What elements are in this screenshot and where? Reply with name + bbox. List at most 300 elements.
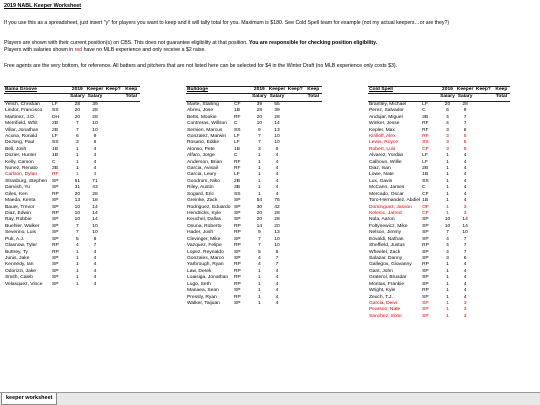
player-salary[interactable]: 1 (446, 191, 449, 197)
player-name[interactable]: Zeuch, T.J. (369, 294, 393, 300)
player-position[interactable]: 1B (422, 172, 429, 178)
player-keeper-salary[interactable]: 4 (275, 153, 279, 159)
player-name[interactable]: Gallegos, Giovanny (369, 262, 412, 268)
player-keeper-salary[interactable]: 28 (462, 101, 468, 107)
player-position[interactable]: SS (422, 178, 429, 184)
player-keeper-salary[interactable]: 71 (92, 178, 98, 184)
player-salary[interactable]: 1 (257, 281, 261, 287)
player-keeper-salary[interactable]: 7 (275, 255, 279, 261)
player-keeper-salary[interactable]: 4 (275, 294, 279, 300)
player-keeper-salary[interactable]: 7 (275, 262, 279, 268)
player-name[interactable]: Eovaldi, Nathan (369, 236, 404, 242)
player-keeper-salary[interactable]: 7 (93, 243, 97, 249)
player-keeper-salary[interactable]: 4 (93, 255, 97, 261)
player-name[interactable]: Sanchez, Sixto (369, 313, 402, 319)
player-salary[interactable]: 1 (446, 313, 449, 319)
player-salary[interactable]: 20 (444, 101, 451, 107)
player-salary[interactable]: 39 (256, 101, 263, 107)
player-keeper-salary[interactable]: 4 (275, 166, 279, 172)
player-salary[interactable]: 5 (257, 249, 261, 255)
player-salary[interactable]: 1 (446, 300, 449, 306)
player-keeper-salary[interactable]: 7 (463, 236, 467, 242)
keep-input-cell[interactable] (286, 301, 304, 307)
player-salary[interactable]: 3 (446, 255, 449, 261)
player-position[interactable]: CF (234, 101, 241, 107)
player-name[interactable]: Diaz, Isan (369, 166, 391, 172)
player-name[interactable]: Garcia, Avisail (187, 166, 218, 172)
player-name[interactable]: Alvarez, Yordan (369, 153, 404, 159)
player-salary[interactable]: 4 (257, 255, 261, 261)
player-name[interactable]: Marte, Starling (187, 101, 219, 107)
player-salary[interactable]: 20 (256, 114, 263, 120)
player-salary[interactable]: 20 (74, 114, 81, 120)
player-keeper-salary[interactable]: 18 (92, 198, 98, 204)
player-keeper-salary[interactable]: 10 (274, 243, 280, 249)
player-keeper-salary[interactable]: 4 (93, 249, 97, 255)
player-salary[interactable]: 7 (75, 223, 79, 229)
player-keeper-salary[interactable]: 4 (275, 300, 279, 306)
player-position[interactable]: SP (422, 268, 429, 274)
player-name[interactable]: DeJong, Paul (5, 140, 35, 146)
player-position[interactable]: 1B (234, 146, 240, 152)
player-position[interactable]: RP (234, 275, 241, 281)
player-keeper-salary[interactable]: 4 (463, 288, 467, 294)
player-keeper-salary[interactable]: 4 (275, 185, 279, 191)
player-name[interactable]: Abreu, Jose (187, 108, 214, 114)
player-salary[interactable]: 3 (446, 133, 449, 139)
player-position[interactable]: SP (52, 223, 59, 229)
player-position[interactable]: C (422, 185, 426, 191)
player-salary[interactable]: 6 (75, 133, 79, 139)
player-position[interactable]: C (234, 153, 238, 159)
player-salary[interactable]: 1 (75, 166, 79, 172)
player-name[interactable]: Kepler, Max (369, 127, 395, 133)
player-name[interactable]: Foltynewicz, Mike (369, 223, 408, 229)
player-name[interactable]: Lindor, Francisco (5, 108, 43, 114)
player-name[interactable]: Hader, Josh (187, 230, 214, 236)
player-keeper-salary[interactable]: 13 (274, 230, 280, 236)
player-name[interactable]: Acuna, Ronald (5, 133, 38, 139)
player-position[interactable]: RP (52, 191, 59, 197)
player-name[interactable]: Kennedy, Ian (5, 262, 34, 268)
player-name[interactable]: Andujar, Miguel (369, 114, 403, 120)
player-name[interactable]: Velasquez, Vince (5, 281, 43, 287)
player-name[interactable]: Bauer, Trevor (5, 204, 35, 210)
player-salary[interactable]: 1 (75, 268, 79, 274)
player-position[interactable]: RF (422, 133, 429, 139)
player-name[interactable]: Keuchel, Dallas (187, 217, 221, 223)
keep-input-cell[interactable] (104, 101, 122, 108)
player-salary[interactable]: 1 (257, 159, 261, 165)
player-keeper-salary[interactable]: 4 (93, 281, 97, 287)
player-position[interactable]: RP (422, 243, 429, 249)
player-keeper-salary[interactable]: 3 (463, 300, 467, 306)
player-name[interactable]: Odorizzi, Jake (5, 268, 36, 274)
player-salary[interactable]: 7 (446, 230, 449, 236)
player-position[interactable]: SP (234, 204, 241, 210)
player-keeper-salary[interactable]: 4 (275, 172, 279, 178)
player-position[interactable]: DH (52, 114, 60, 120)
player-salary[interactable]: 6 (446, 108, 449, 114)
keep-total-cell[interactable] (492, 314, 510, 320)
player-salary[interactable]: 51 (74, 178, 81, 184)
player-name[interactable]: Clevinger, Mike (187, 236, 221, 242)
player-salary[interactable]: 1 (75, 275, 79, 281)
player-name[interactable]: Darvish, Yu (5, 185, 30, 191)
player-position[interactable]: 3B (52, 166, 58, 172)
player-salary[interactable]: 31 (74, 185, 81, 191)
player-position[interactable]: RP (234, 230, 241, 236)
player-keeper-salary[interactable]: 10 (274, 140, 280, 146)
player-name[interactable]: Manaea, Sean (187, 288, 219, 294)
player-position[interactable]: SP (234, 211, 241, 217)
player-keeper-salary[interactable]: 14 (462, 217, 468, 223)
player-salary[interactable]: 1 (446, 262, 449, 268)
player-salary[interactable]: 10 (74, 211, 81, 217)
player-name[interactable]: Giles, Ken (5, 191, 28, 197)
player-name[interactable]: Severino, Luis (5, 230, 36, 236)
player-position[interactable]: LF (234, 172, 240, 178)
keep-input-cell[interactable] (474, 101, 492, 108)
player-position[interactable]: SP (52, 204, 59, 210)
player-keeper-salary[interactable]: 5 (463, 133, 467, 139)
player-keeper-salary[interactable]: 8 (275, 249, 279, 255)
player-position[interactable]: LF (234, 133, 240, 139)
player-salary[interactable]: 1 (75, 255, 79, 261)
player-position[interactable]: SP (52, 178, 59, 184)
player-salary[interactable]: 28 (74, 101, 81, 107)
player-keeper-salary[interactable]: 4 (275, 191, 279, 197)
player-keeper-salary[interactable]: 6 (275, 146, 279, 152)
player-position[interactable]: SS (52, 108, 59, 114)
player-position[interactable]: SP (52, 230, 59, 236)
player-name[interactable]: Villar, Jonathan (5, 127, 39, 133)
player-position[interactable]: SP (422, 307, 429, 313)
player-position[interactable]: RP (422, 262, 429, 268)
player-name[interactable]: Martinez, J.D. (5, 114, 36, 120)
player-salary[interactable]: 3 (75, 140, 79, 146)
player-position[interactable]: SS (234, 127, 241, 133)
player-salary[interactable]: 3 (446, 140, 449, 146)
player-name[interactable]: Buttrey, Ty (5, 249, 28, 255)
player-name[interactable]: Salazar, Danny (369, 255, 403, 261)
player-position[interactable]: LF (234, 140, 240, 146)
player-salary[interactable]: 1 (446, 204, 449, 210)
player-keeper-salary[interactable]: 4 (463, 281, 467, 287)
player-salary[interactable]: 1 (446, 268, 449, 274)
player-salary[interactable]: 1 (257, 294, 261, 300)
player-position[interactable]: RP (52, 243, 59, 249)
player-keeper-salary[interactable]: 7 (463, 243, 467, 249)
player-name[interactable]: Dominguez, Jasson (369, 204, 412, 210)
player-salary[interactable]: 1 (446, 172, 449, 178)
player-keeper-salary[interactable]: 4 (93, 159, 97, 165)
player-salary[interactable]: 1 (75, 159, 79, 165)
player-keeper-salary[interactable]: 4 (463, 153, 467, 159)
player-salary[interactable]: 1 (446, 307, 449, 313)
player-name[interactable]: Wheeler, Zack (369, 249, 401, 255)
player-position[interactable]: SP (234, 217, 241, 223)
player-keeper-salary[interactable]: 10 (92, 127, 98, 133)
player-name[interactable]: Lewis, Royce (369, 140, 399, 146)
player-keeper-salary[interactable]: 4 (275, 288, 279, 294)
player-salary[interactable]: 10 (74, 204, 81, 210)
player-position[interactable]: LF (422, 153, 428, 159)
player-name[interactable]: Sogard, Eric (187, 191, 214, 197)
player-keeper-salary[interactable]: 14 (462, 223, 468, 229)
player-salary[interactable]: 1 (75, 249, 79, 255)
player-position[interactable]: OF (422, 204, 429, 210)
player-name[interactable]: Wright, Kyle (369, 288, 396, 294)
player-position[interactable]: RP (52, 211, 59, 217)
player-salary[interactable]: 3 (446, 127, 449, 133)
player-position[interactable]: SP (52, 185, 59, 191)
keep-input-cell[interactable] (286, 101, 304, 108)
player-position[interactable]: 1B (52, 146, 58, 152)
player-keeper-salary[interactable]: 4 (93, 262, 97, 268)
player-name[interactable]: Walker, Taijuan (187, 300, 220, 306)
player-name[interactable]: Contreras, Willson (187, 121, 227, 127)
player-salary[interactable]: 10 (74, 217, 81, 223)
player-keeper-salary[interactable]: 4 (463, 159, 467, 165)
player-position[interactable]: LF (422, 101, 428, 107)
player-salary[interactable]: 1 (257, 191, 261, 197)
player-keeper-salary[interactable]: 4 (463, 191, 467, 197)
player-position[interactable]: SP (422, 313, 429, 319)
player-name[interactable]: Merrifield, Whit (5, 121, 38, 127)
keep-total-cell[interactable] (304, 101, 322, 108)
player-name[interactable]: Brantley, Michael (369, 101, 407, 107)
player-salary[interactable]: 1 (257, 300, 261, 306)
keep-total-cell[interactable] (492, 101, 510, 108)
player-salary[interactable]: 4 (446, 121, 449, 127)
player-position[interactable]: SP (422, 217, 429, 223)
player-position[interactable]: RP (234, 281, 241, 287)
player-name[interactable]: Vazquez, Felipe (187, 243, 222, 249)
player-keeper-salary[interactable]: 14 (92, 211, 98, 217)
player-name[interactable]: Lowe, Nate (369, 172, 394, 178)
player-name[interactable]: Anderson, Brian (187, 159, 223, 165)
player-keeper-salary[interactable]: 10 (274, 133, 280, 139)
player-name[interactable]: Diaz, Edwin (5, 211, 31, 217)
player-salary[interactable]: 1 (257, 185, 261, 191)
player-position[interactable]: CF (422, 191, 429, 197)
player-name[interactable]: Semien, Marcus (187, 127, 223, 133)
player-position[interactable]: SP (422, 255, 429, 261)
player-position[interactable]: SP (422, 275, 429, 281)
player-name[interactable]: Kirilloff, Alex (369, 133, 396, 139)
player-salary[interactable]: 1 (257, 288, 261, 294)
player-position[interactable]: SP (422, 236, 429, 242)
player-salary[interactable]: 20 (74, 191, 81, 197)
player-salary[interactable]: 10 (444, 217, 451, 223)
player-keeper-salary[interactable]: 6 (93, 140, 97, 146)
player-position[interactable]: CF (422, 211, 429, 217)
player-salary[interactable]: 1 (75, 153, 79, 159)
player-name[interactable]: Yelich, Christian (5, 101, 40, 107)
player-keeper-salary[interactable]: 4 (463, 262, 467, 268)
player-name[interactable]: Robert, Luis (369, 146, 396, 152)
player-position[interactable]: RP (234, 243, 241, 249)
player-name[interactable]: Rodriguez, Eduardo (187, 204, 231, 210)
player-position[interactable]: RP (234, 223, 241, 229)
player-keeper-salary[interactable]: 4 (93, 268, 97, 274)
player-keeper-salary[interactable]: 14 (92, 217, 98, 223)
player-keeper-salary[interactable]: 5 (463, 146, 467, 152)
player-keeper-salary[interactable]: 28 (92, 108, 98, 114)
player-salary[interactable]: 20 (256, 211, 263, 217)
player-keeper-salary[interactable]: 4 (463, 172, 467, 178)
player-position[interactable]: C (422, 108, 426, 114)
player-keeper-salary[interactable]: 28 (92, 114, 98, 120)
player-position[interactable]: CF (422, 146, 429, 152)
player-name[interactable]: Pearson, Nate (369, 307, 401, 313)
player-position[interactable]: SP (234, 236, 241, 242)
player-name[interactable]: Graterol, Brusdar (369, 275, 407, 281)
player-salary[interactable]: 3 (446, 146, 449, 152)
player-position[interactable]: RF (52, 172, 59, 178)
player-keeper-salary[interactable]: 9 (93, 133, 97, 139)
player-salary[interactable]: 1 (257, 268, 261, 274)
player-keeper-salary[interactable]: 4 (275, 281, 279, 287)
player-position[interactable]: SP (422, 300, 429, 306)
player-name[interactable]: Alfaro, Jorge (187, 153, 215, 159)
player-keeper-salary[interactable]: 10 (274, 236, 280, 242)
player-keeper-salary[interactable]: 4 (463, 275, 467, 281)
player-keeper-salary[interactable]: 42 (274, 204, 280, 210)
player-keeper-salary[interactable]: 7 (463, 114, 467, 120)
player-salary[interactable]: 20 (256, 217, 263, 223)
player-name[interactable]: Hendricks, Kyle (187, 211, 221, 217)
player-name[interactable]: Goodrum, Niko (187, 178, 220, 184)
player-keeper-salary[interactable]: 28 (92, 191, 98, 197)
player-position[interactable]: SP (52, 268, 59, 274)
player-position[interactable]: SS (422, 140, 429, 146)
player-keeper-salary[interactable]: 4 (275, 275, 279, 281)
player-salary[interactable]: 14 (256, 223, 263, 229)
player-salary[interactable]: 7 (257, 236, 261, 242)
player-keeper-salary[interactable]: 3 (463, 211, 467, 217)
player-position[interactable]: SP (422, 249, 429, 255)
player-keeper-salary[interactable]: 14 (92, 204, 98, 210)
player-position[interactable]: 3B (234, 185, 240, 191)
player-name[interactable]: Mercado, Oscar (369, 191, 404, 197)
player-position[interactable]: SP (422, 223, 429, 229)
player-salary[interactable]: 1 (75, 146, 79, 152)
player-keeper-salary[interactable]: 4 (463, 178, 467, 184)
player-salary[interactable]: 13 (74, 198, 81, 204)
player-keeper-salary[interactable]: 9 (463, 108, 467, 114)
player-keeper-salary[interactable]: 4 (93, 275, 97, 281)
player-salary[interactable]: 7 (257, 243, 261, 249)
player-position[interactable]: SP (234, 300, 241, 306)
player-salary[interactable]: 4 (446, 236, 449, 242)
player-salary[interactable]: 1 (446, 211, 449, 217)
player-name[interactable]: Nelson, Jimmy (369, 230, 402, 236)
player-salary[interactable]: 1 (446, 166, 449, 172)
player-keeper-salary[interactable]: 4 (275, 159, 279, 165)
player-salary[interactable]: 7 (75, 127, 79, 133)
player-name[interactable]: Dozier, Hunter (5, 153, 37, 159)
player-salary[interactable]: 10 (256, 121, 263, 127)
player-salary[interactable]: 20 (74, 108, 81, 114)
player-position[interactable]: SP (52, 198, 59, 204)
player-name[interactable]: Maeda, Kenta (5, 198, 36, 204)
player-keeper-salary[interactable]: 10 (92, 121, 98, 127)
player-position[interactable]: RP (234, 268, 241, 274)
player-keeper-salary[interactable]: 28 (274, 114, 280, 120)
player-name[interactable]: Strasburg, Stephen (5, 178, 48, 184)
player-salary[interactable]: 4 (446, 243, 449, 249)
player-keeper-salary[interactable]: 4 (463, 268, 467, 274)
player-name[interactable]: Gonzales, Marco (187, 255, 224, 261)
player-name[interactable]: Loaisiga, Jonathan (187, 275, 229, 281)
keep-input-cell[interactable] (104, 282, 122, 288)
player-position[interactable]: SP (52, 255, 59, 261)
player-name[interactable]: Garcia, Leury (187, 172, 217, 178)
player-name[interactable]: Perez, Salvador (369, 108, 404, 114)
player-name[interactable]: Nola, Aaron (369, 217, 395, 223)
player-salary[interactable]: 5 (75, 236, 79, 242)
player-name[interactable]: Kelenic, Jarred (369, 211, 402, 217)
player-keeper-salary[interactable]: 20 (274, 223, 280, 229)
player-name[interactable]: Buehler, Walker (5, 223, 40, 229)
player-keeper-salary[interactable]: 4 (463, 294, 467, 300)
player-keeper-salary[interactable]: 13 (274, 127, 280, 133)
player-position[interactable]: RP (422, 288, 429, 294)
player-keeper-salary[interactable]: 8 (93, 236, 97, 242)
player-salary[interactable]: 4 (257, 262, 261, 268)
player-salary[interactable]: 1 (257, 275, 261, 281)
player-name[interactable]: Montas, Frankie (369, 281, 405, 287)
player-salary[interactable]: 30 (256, 204, 263, 210)
player-position[interactable]: 1B (234, 108, 240, 114)
player-position[interactable]: LF (52, 101, 58, 107)
player-name[interactable]: Kelly, Carson (5, 159, 34, 165)
player-name[interactable]: Riley, Austin (187, 185, 214, 191)
player-salary[interactable]: 4 (446, 249, 449, 255)
player-salary[interactable]: 4 (446, 114, 449, 120)
player-name[interactable]: Glasnow, Tyler (5, 243, 37, 249)
player-keeper-salary[interactable]: 4 (463, 198, 467, 204)
player-salary[interactable]: 1 (446, 159, 449, 165)
player-name[interactable]: Lux, Gavin (369, 178, 393, 184)
player-keeper-salary[interactable]: 43 (92, 185, 98, 191)
player-keeper-salary[interactable]: 14 (274, 121, 280, 127)
player-keeper-salary[interactable]: 10 (462, 230, 468, 236)
player-name[interactable]: Ray, Robbie (5, 217, 32, 223)
player-name[interactable]: Calhoun, Willie (369, 159, 402, 165)
player-keeper-salary[interactable]: 55 (274, 101, 280, 107)
player-salary[interactable]: 1 (446, 185, 449, 191)
player-name[interactable]: Law, Derek (187, 268, 212, 274)
player-position[interactable]: SP (52, 262, 59, 268)
player-keeper-salary[interactable]: 3 (93, 172, 97, 178)
player-position[interactable]: SS (52, 140, 59, 146)
player-salary[interactable]: 4 (75, 243, 79, 249)
player-salary[interactable]: 1 (257, 166, 261, 172)
player-position[interactable]: 3B (422, 114, 429, 120)
player-salary[interactable]: 1 (446, 288, 449, 294)
player-name[interactable]: Pressly, Ryan (187, 294, 217, 300)
player-name[interactable]: Nunez, Renato (5, 166, 38, 172)
player-position[interactable]: 2B (422, 166, 429, 172)
player-name[interactable]: Lopez, Reynaldo (187, 249, 224, 255)
player-salary[interactable]: 1 (257, 178, 261, 184)
player-name[interactable]: Toro-Hernandez, Abdiel (369, 198, 421, 204)
player-keeper-salary[interactable]: 39 (274, 108, 280, 114)
player-keeper-salary[interactable]: 4 (93, 153, 97, 159)
